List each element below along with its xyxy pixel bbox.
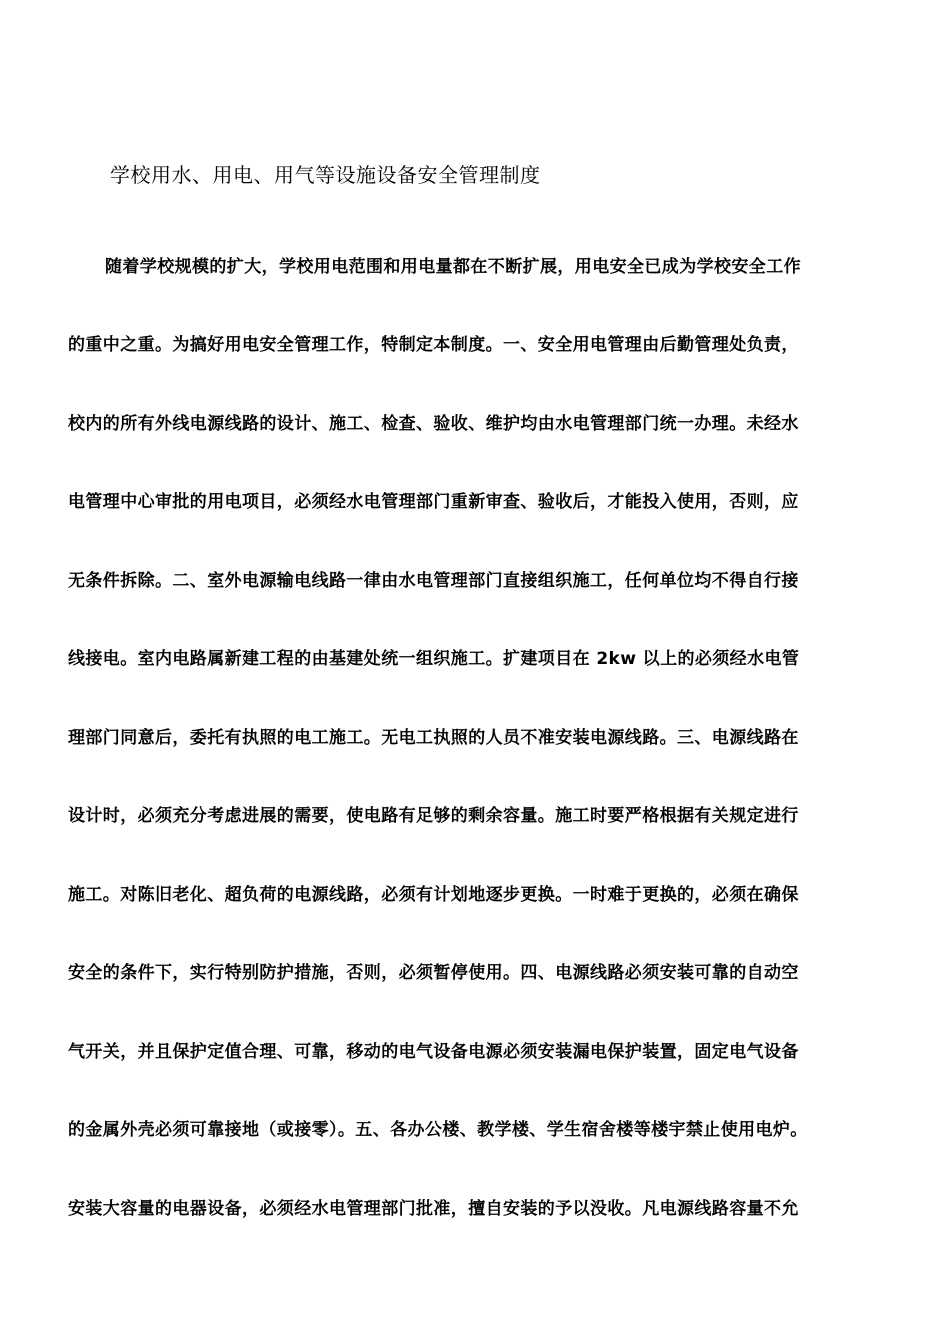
body-text-line: 无条件拆除。二、室外电源输电线路一律由水电管理部门直接组织施工，任何单位均不得自行接: [68, 571, 799, 591]
body-text-line: 校内的所有外线电源线路的设计、施工、检查、验收、维护均由水电管理部门统一办理。未经水: [68, 414, 799, 434]
body-text-line: 的重中之重。为搞好用电安全管理工作，特制定本制度。一、安全用电管理由后勤管理处负责，: [68, 335, 799, 355]
body-text-line: 的金属外壳必须可靠接地（或接零）。五、各办公楼、教学楼、学生宿舍楼等楼宇禁止使用电炉。: [68, 1120, 808, 1140]
body-text-line: 线接电。室内电路属新建工程的由基建处统一组织施工。扩建项目在 2kw 以上的必须经水电管: [68, 649, 800, 669]
body-text-line: 施工。对陈旧老化、超负荷的电源线路，必须有计划地逐步更换。一时难于更换的，必须在确保: [68, 885, 799, 905]
body-text-line: 随着学校规模的扩大，学校用电范围和用电量都在不断扩展，用电安全已成为学校安全工作: [105, 257, 801, 277]
body-text-line: 安装大容量的电器设备，必须经水电管理部门批准，擅自安装的予以没收。凡电源线路容量不允: [68, 1199, 799, 1219]
body-text-line: 设计时，必须充分考虑进展的需要，使电路有足够的剩余容量。施工时要严格根据有关规定进行: [68, 806, 799, 826]
body-text-line: 理部门同意后，委托有执照的电工施工。无电工执照的人员不准安装电源线路。三、电源线路在: [68, 728, 799, 748]
document-title: 学校用水、用电、用气等设施设备安全管理制度: [110, 163, 541, 187]
body-text-line: 安全的条件下，实行特别防护措施，否则，必须暂停使用。四、电源线路必须安装可靠的自动空: [68, 963, 799, 983]
body-text-line: 气开关，并且保护定值合理、可靠，移动的电气设备电源必须安装漏电保护装置，固定电气设备: [68, 1042, 799, 1062]
body-text-line: 电管理中心审批的用电项目，必须经水电管理部门重新审查、验收后，才能投入使用，否则，应: [68, 492, 799, 512]
